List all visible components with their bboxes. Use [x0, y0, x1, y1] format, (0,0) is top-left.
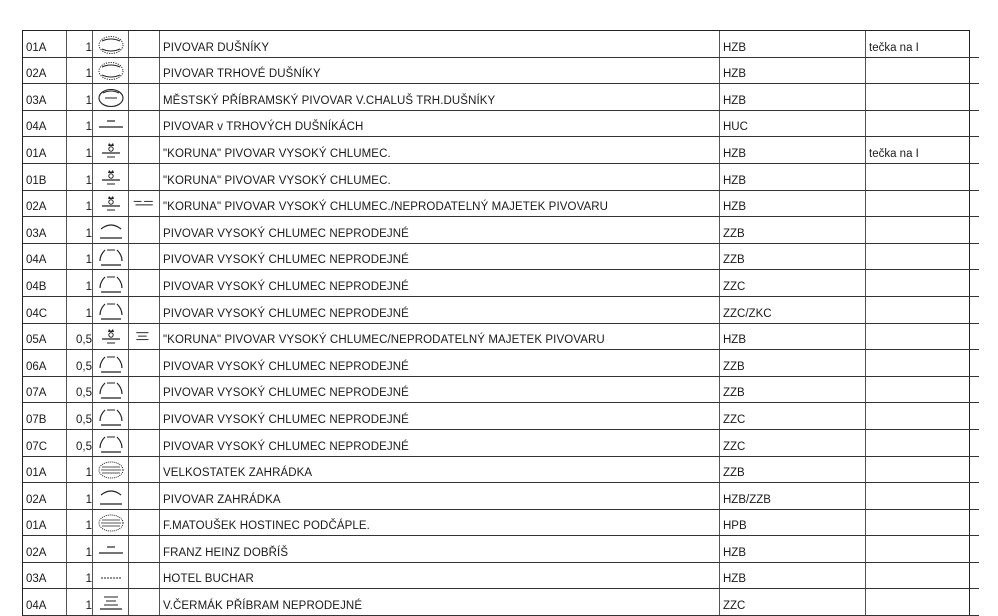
row-note [866, 562, 980, 589]
row-name: PIVOVAR VYSOKÝ CHLUMEC NEPRODEJNÉ [160, 350, 720, 377]
oval-dotted-label-icon [96, 61, 126, 81]
row-name: F.MATOUŠEK HOSTINEC PODČÁPLE. [160, 509, 720, 536]
row-label-illustration [93, 536, 129, 563]
bracket-label-icon [96, 354, 126, 374]
row-name: "KORUNA" PIVOVAR VYSOKÝ CHLUMEC. [160, 137, 720, 164]
row-note [866, 456, 980, 483]
row-name: PIVOVAR VYSOKÝ CHLUMEC NEPRODEJNÉ [160, 270, 720, 297]
row-label-illustration [93, 163, 129, 190]
row-quantity: 1 [67, 190, 93, 217]
row-name: "KORUNA" PIVOVAR VYSOKÝ CHLUMEC/NEPRODATELNÝ MAJETEK PIVOVARU [160, 323, 720, 350]
row-name: PIVOVAR v TRHOVÝCH DUŠNÍKÁCH [160, 110, 720, 137]
row-label-illustration [93, 429, 129, 456]
row-quantity: 1 [67, 456, 93, 483]
table-row [23, 163, 979, 190]
row-note [866, 350, 980, 377]
row-label-illustration [93, 84, 129, 111]
row-note [866, 429, 980, 456]
row-extra-illustration [129, 456, 160, 483]
row-code: 04A [23, 110, 67, 137]
row-quantity: 1 [67, 137, 93, 164]
row-note [866, 509, 980, 536]
bracket-label-icon [96, 274, 126, 294]
row-label-illustration [93, 190, 129, 217]
row-type: ZZB [720, 376, 866, 403]
row-quantity: 0,5 [67, 376, 93, 403]
row-quantity: 1 [67, 509, 93, 536]
row-note [866, 110, 980, 137]
row-type: ZZC [720, 403, 866, 430]
oval-arc-label-icon [96, 88, 126, 108]
row-extra-illustration [129, 323, 160, 350]
row-code: 01A [23, 31, 67, 57]
row-type: ZZC [720, 589, 866, 616]
row-extra-illustration [129, 403, 160, 430]
bracket-label-icon [96, 247, 126, 267]
row-type: HZB [720, 31, 866, 57]
row-note [866, 323, 980, 350]
table-row [23, 217, 979, 244]
row-quantity: 1 [67, 270, 93, 297]
oval-hatched-label-icon [96, 513, 126, 533]
table-row [23, 31, 979, 57]
row-extra-illustration [129, 163, 160, 190]
row-type: HZB [720, 137, 866, 164]
row-extra-illustration [129, 57, 160, 84]
row-code: 02A [23, 190, 67, 217]
row-code: 03A [23, 562, 67, 589]
row-type: HZB [720, 190, 866, 217]
row-type: ZZC [720, 270, 866, 297]
row-extra-illustration [129, 270, 160, 297]
row-extra-illustration [129, 376, 160, 403]
row-name: PIVOVAR VYSOKÝ CHLUMEC NEPRODEJNÉ [160, 376, 720, 403]
row-note [866, 296, 980, 323]
row-label-illustration [93, 509, 129, 536]
table-row [23, 589, 979, 616]
row-code: 03A [23, 84, 67, 111]
row-type: HZB [720, 536, 866, 563]
row-code: 05A [23, 323, 67, 350]
table-row [23, 483, 979, 510]
row-label-illustration [93, 137, 129, 164]
row-code: 01A [23, 137, 67, 164]
row-label-illustration [93, 217, 129, 244]
row-type: ZZC/ZKC [720, 296, 866, 323]
row-quantity: 1 [67, 483, 93, 510]
row-quantity: 1 [67, 296, 93, 323]
row-label-illustration [93, 110, 129, 137]
row-type: HZB [720, 57, 866, 84]
catalog-sheet [22, 30, 970, 616]
crown-label-icon [96, 141, 126, 161]
row-quantity: 0,5 [67, 323, 93, 350]
row-label-illustration [93, 270, 129, 297]
dash-lines-icon [132, 194, 160, 214]
table-row [23, 376, 979, 403]
row-quantity: 1 [67, 536, 93, 563]
row-name: PIVOVAR VYSOKÝ CHLUMEC NEPRODEJNÉ [160, 243, 720, 270]
row-name: PIVOVAR VYSOKÝ CHLUMEC NEPRODEJNÉ [160, 429, 720, 456]
table-row [23, 137, 979, 164]
table-row [23, 57, 979, 84]
row-extra-illustration [129, 350, 160, 377]
row-note [866, 84, 980, 111]
row-name: PIVOVAR DUŠNÍKY [160, 31, 720, 57]
row-type: ZZB [720, 243, 866, 270]
row-label-illustration [93, 403, 129, 430]
row-name: PIVOVAR VYSOKÝ CHLUMEC NEPRODEJNÉ [160, 403, 720, 430]
row-label-illustration [93, 376, 129, 403]
row-extra-illustration [129, 243, 160, 270]
row-note [866, 483, 980, 510]
crown-label-icon [96, 168, 126, 188]
row-type: HZB [720, 163, 866, 190]
row-code: 04A [23, 589, 67, 616]
row-code: 07C [23, 429, 67, 456]
row-quantity: 1 [67, 217, 93, 244]
row-name: FRANZ HEINZ DOBŘÍŠ [160, 536, 720, 563]
row-type: HZB [720, 323, 866, 350]
row-type: HUC [720, 110, 866, 137]
row-name: HOTEL BUCHAR [160, 562, 720, 589]
row-type: ZZB [720, 350, 866, 377]
row-label-illustration [93, 589, 129, 616]
row-label-illustration [93, 350, 129, 377]
row-code: 02A [23, 483, 67, 510]
row-code: 02A [23, 57, 67, 84]
row-code: 03A [23, 217, 67, 244]
crown-label-icon [96, 194, 126, 214]
table-row [23, 350, 979, 377]
table-row [23, 562, 979, 589]
row-code: 01B [23, 163, 67, 190]
row-code: 01A [23, 509, 67, 536]
table-row [23, 110, 979, 137]
table-row [23, 296, 979, 323]
row-name: PIVOVAR VYSOKÝ CHLUMEC NEPRODEJNÉ [160, 296, 720, 323]
row-label-illustration [93, 31, 129, 57]
bracket-label-icon [96, 407, 126, 427]
row-extra-illustration [129, 562, 160, 589]
row-extra-illustration [129, 296, 160, 323]
row-quantity: 0,5 [67, 403, 93, 430]
row-name: "KORUNA" PIVOVAR VYSOKÝ CHLUMEC. [160, 163, 720, 190]
row-label-illustration [93, 323, 129, 350]
row-extra-illustration [129, 110, 160, 137]
row-quantity: 1 [67, 31, 93, 57]
row-quantity: 1 [67, 243, 93, 270]
row-quantity: 1 [67, 57, 93, 84]
row-note [866, 376, 980, 403]
row-extra-illustration [129, 429, 160, 456]
row-type: HZB [720, 84, 866, 111]
row-label-illustration [93, 57, 129, 84]
table-row [23, 84, 979, 111]
row-extra-illustration [129, 31, 160, 57]
row-quantity: 1 [67, 163, 93, 190]
row-name: VELKOSTATEK ZAHRÁDKA [160, 456, 720, 483]
row-label-illustration [93, 562, 129, 589]
table-row [23, 536, 979, 563]
row-type: HPB [720, 509, 866, 536]
row-code: 06A [23, 350, 67, 377]
oval-dotted-label-icon [96, 35, 126, 55]
row-name: PIVOVAR ZAHRÁDKA [160, 483, 720, 510]
row-extra-illustration [129, 84, 160, 111]
row-note [866, 57, 980, 84]
row-name: PIVOVAR VYSOKÝ CHLUMEC NEPRODEJNÉ [160, 217, 720, 244]
row-code: 02A [23, 536, 67, 563]
table-row [23, 243, 979, 270]
top-arc-label-icon [96, 221, 126, 241]
row-extra-illustration [129, 536, 160, 563]
row-label-illustration [93, 456, 129, 483]
multi-line-label-icon [96, 593, 126, 613]
row-quantity: 1 [67, 589, 93, 616]
table-row [23, 456, 979, 483]
row-note: tečka na I [866, 31, 980, 57]
catalog-table [23, 31, 979, 616]
table-row [23, 509, 979, 536]
catalog-body [23, 31, 979, 616]
table-row [23, 190, 979, 217]
row-extra-illustration [129, 217, 160, 244]
bracket-label-icon [96, 380, 126, 400]
row-code: 04B [23, 270, 67, 297]
row-note [866, 243, 980, 270]
row-extra-illustration [129, 483, 160, 510]
row-quantity: 0,5 [67, 350, 93, 377]
row-type: HZB [720, 562, 866, 589]
table-row [23, 429, 979, 456]
table-row [23, 403, 979, 430]
table-row [23, 270, 979, 297]
row-label-illustration [93, 296, 129, 323]
row-type: HZB/ZZB [720, 483, 866, 510]
row-name: MĚSTSKÝ PŘÍBRAMSKÝ PIVOVAR V.CHALUŠ TRH.DUŠNÍKY [160, 84, 720, 111]
row-code: 07A [23, 376, 67, 403]
double-line-label-icon [96, 114, 126, 134]
row-label-illustration [93, 483, 129, 510]
row-note [866, 190, 980, 217]
double-line-label-icon [96, 540, 126, 560]
row-quantity: 1 [67, 562, 93, 589]
row-note [866, 403, 980, 430]
row-label-illustration [93, 243, 129, 270]
row-name: PIVOVAR TRHOVÉ DUŠNÍKY [160, 57, 720, 84]
row-code: 01A [23, 456, 67, 483]
row-note [866, 536, 980, 563]
row-code: 04A [23, 243, 67, 270]
top-arc-label-icon [96, 487, 126, 507]
row-note: tečka na I [866, 137, 980, 164]
oval-hatched-label-icon [96, 460, 126, 480]
row-extra-illustration [129, 137, 160, 164]
row-note [866, 163, 980, 190]
row-extra-illustration [129, 190, 160, 217]
bracket-label-icon [96, 434, 126, 454]
row-code: 04C [23, 296, 67, 323]
row-type: ZZB [720, 217, 866, 244]
row-name: "KORUNA" PIVOVAR VYSOKÝ CHLUMEC./NEPRODATELNÝ MAJETEK PIVOVARU [160, 190, 720, 217]
row-name: V.ČERMÁK PŘÍBRAM NEPRODEJNÉ [160, 589, 720, 616]
single-line-label-icon [96, 566, 126, 586]
row-quantity: 0,5 [67, 429, 93, 456]
row-extra-illustration [129, 509, 160, 536]
row-quantity: 1 [67, 110, 93, 137]
row-extra-illustration [129, 589, 160, 616]
row-code: 07B [23, 403, 67, 430]
row-note [866, 217, 980, 244]
row-type: ZZC [720, 429, 866, 456]
bracket-label-icon [96, 301, 126, 321]
row-note [866, 589, 980, 616]
row-type: ZZB [720, 456, 866, 483]
triple-line-icon [132, 327, 160, 347]
row-quantity: 1 [67, 84, 93, 111]
table-row [23, 323, 979, 350]
row-note [866, 270, 980, 297]
crown-label-icon [96, 327, 126, 347]
